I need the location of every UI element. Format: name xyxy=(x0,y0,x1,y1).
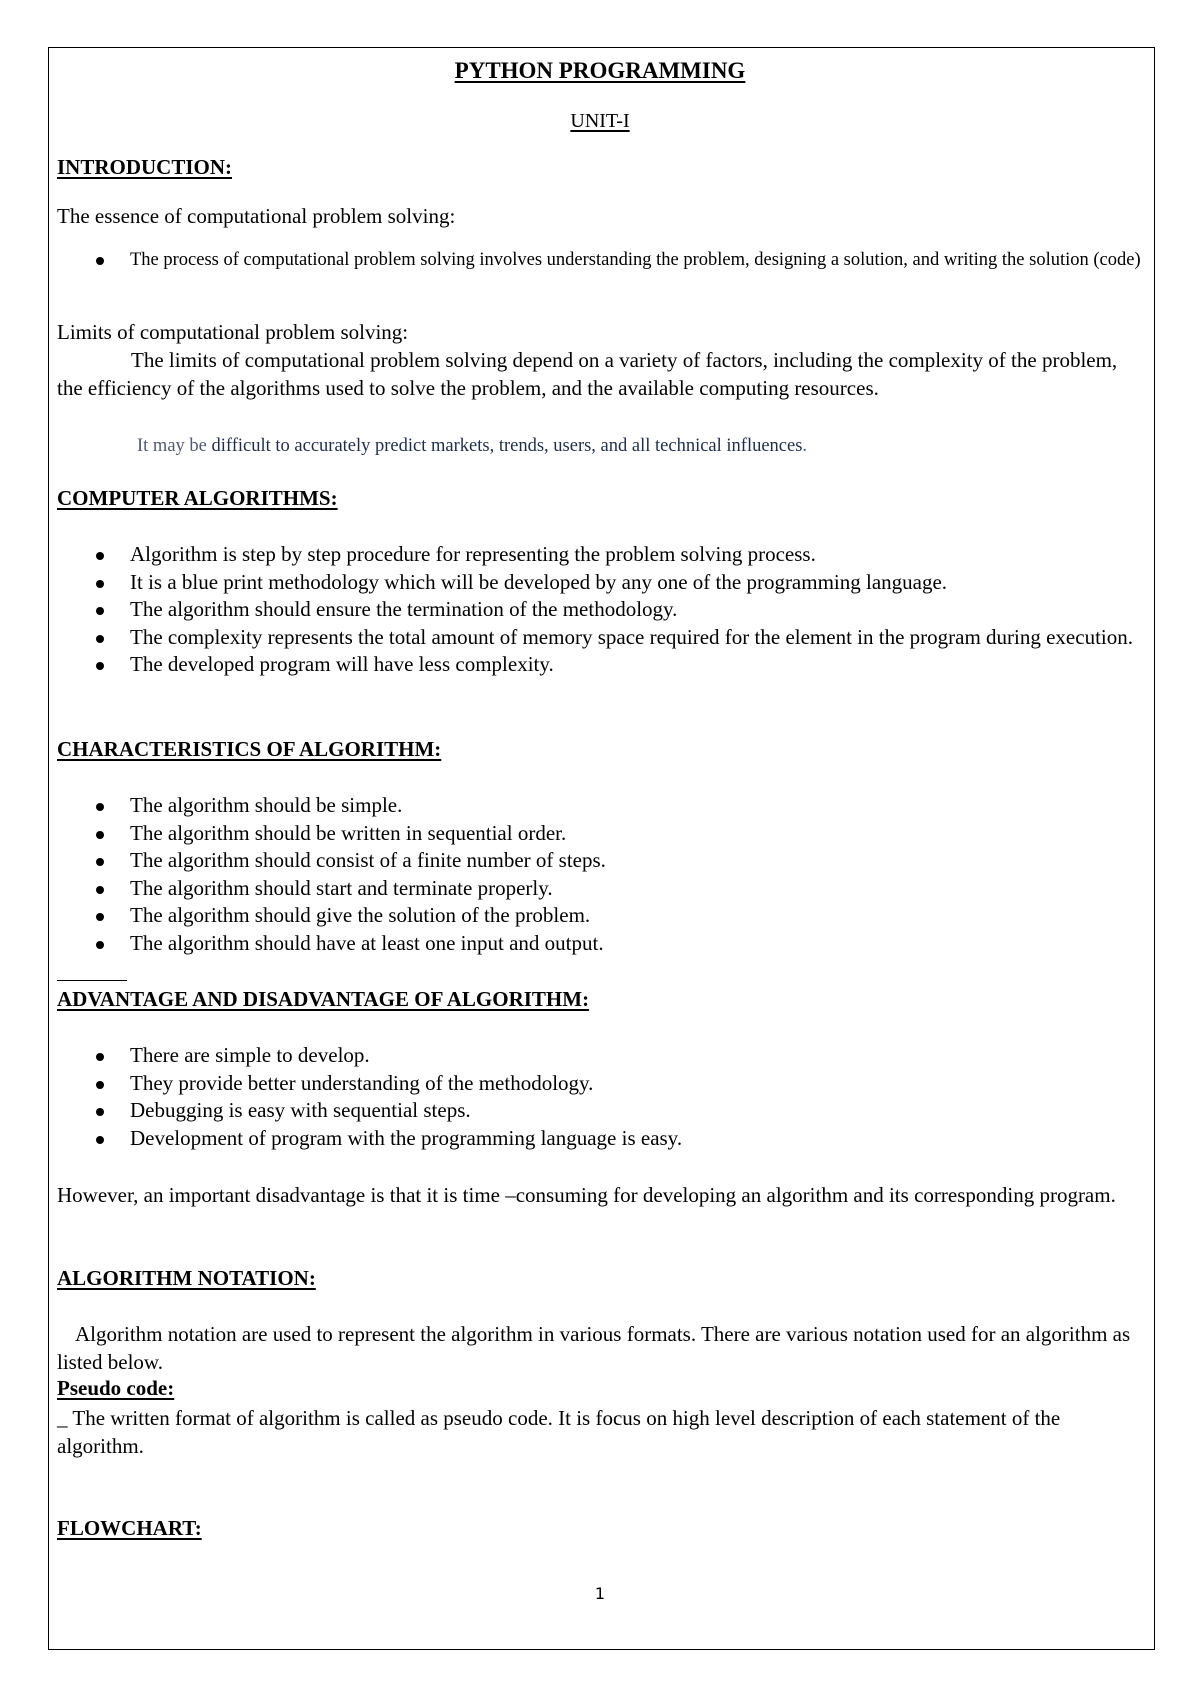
list-item: The algorithm should be simple. xyxy=(92,792,1140,820)
list-item: The algorithm should give the solution of the problem. xyxy=(92,902,1140,930)
page-title: PYTHON PROGRAMMING xyxy=(454,58,746,83)
limits-paragraph: The limits of computational problem solving depend on a variety of factors, including the complexity of the problem, the efficiency of the algorithms used to solve the problem, and the available computing resources. xyxy=(57,348,1118,400)
notation-intro: Algorithm notation are used to represent the algorithm in various formats. There are various notation used for an algorithm as listed below. xyxy=(57,1322,1131,1374)
list-item: The algorithm should start and terminate properly. xyxy=(92,875,1140,903)
essence-bullet-list xyxy=(92,246,1160,274)
list-item: The algorithm should have at least one input and output. xyxy=(92,930,1140,958)
list-item: The algorithm should be written in sequential order. xyxy=(92,820,1140,848)
advantages-list xyxy=(92,1042,1140,1152)
list-item: The developed program will have less complexity. xyxy=(92,651,1140,679)
limits-note-part-a: It may be xyxy=(137,436,212,456)
unit-label: UNIT-I xyxy=(570,110,630,132)
flowchart-heading: FLOWCHART: xyxy=(57,1516,202,1540)
list-item: It is a blue print methodology which will be developed by any one of the programming language. xyxy=(92,569,1140,597)
algorithm-notation-heading: ALGORITHM NOTATION: xyxy=(57,1266,316,1290)
pseudo-code-heading: Pseudo code: xyxy=(57,1376,175,1400)
limits-label: Limits of computational problem solving: xyxy=(57,320,409,344)
list-item: They provide better understanding of the methodology. xyxy=(92,1070,1140,1098)
characteristics-list xyxy=(92,792,1140,958)
list-item: There are simple to develop. xyxy=(92,1042,1140,1070)
introduction-heading: INTRODUCTION: xyxy=(57,155,233,179)
list-item: The algorithm should consist of a finite number of steps. xyxy=(92,847,1140,875)
divider-line xyxy=(57,980,127,981)
limits-note xyxy=(137,432,807,460)
disadvantage-paragraph: However, an important disadvantage is that it is time –consuming for developing an algorithm and its corresponding program. xyxy=(57,1183,1116,1207)
pseudo-code-text: _ The written format of algorithm is called as pseudo code. It is focus on high level description of each statement of the algorithm. xyxy=(57,1406,1061,1458)
list-item: Debugging is easy with sequential steps. xyxy=(92,1097,1140,1125)
computer-algorithms-list xyxy=(92,541,1140,679)
computer-algorithms-heading: COMPUTER ALGORITHMS: xyxy=(57,486,338,510)
characteristics-heading: CHARACTERISTICS OF ALGORITHM: xyxy=(57,737,442,761)
essence-label: The essence of computational problem solving: xyxy=(57,204,456,228)
list-item: The algorithm should ensure the termination of the methodology. xyxy=(92,596,1140,624)
list-item: The process of computational problem solving involves understanding the problem, designing a solution, and writing the solution (code) xyxy=(92,246,1160,274)
list-item: Development of program with the programming language is easy. xyxy=(92,1125,1140,1153)
page-number: 1 xyxy=(594,1584,606,1603)
list-item: The complexity represents the total amount of memory space required for the element in the program during execution. xyxy=(92,624,1140,652)
limits-note-part-b: difficult to accurately predict markets, trends, users, and all technical influences xyxy=(211,436,803,456)
advantages-heading: ADVANTAGE AND DISADVANTAGE OF ALGORITHM: xyxy=(57,987,590,1011)
list-item: Algorithm is step by step procedure for representing the problem solving process. xyxy=(92,541,1140,569)
limits-note-part-c: . xyxy=(802,436,808,456)
